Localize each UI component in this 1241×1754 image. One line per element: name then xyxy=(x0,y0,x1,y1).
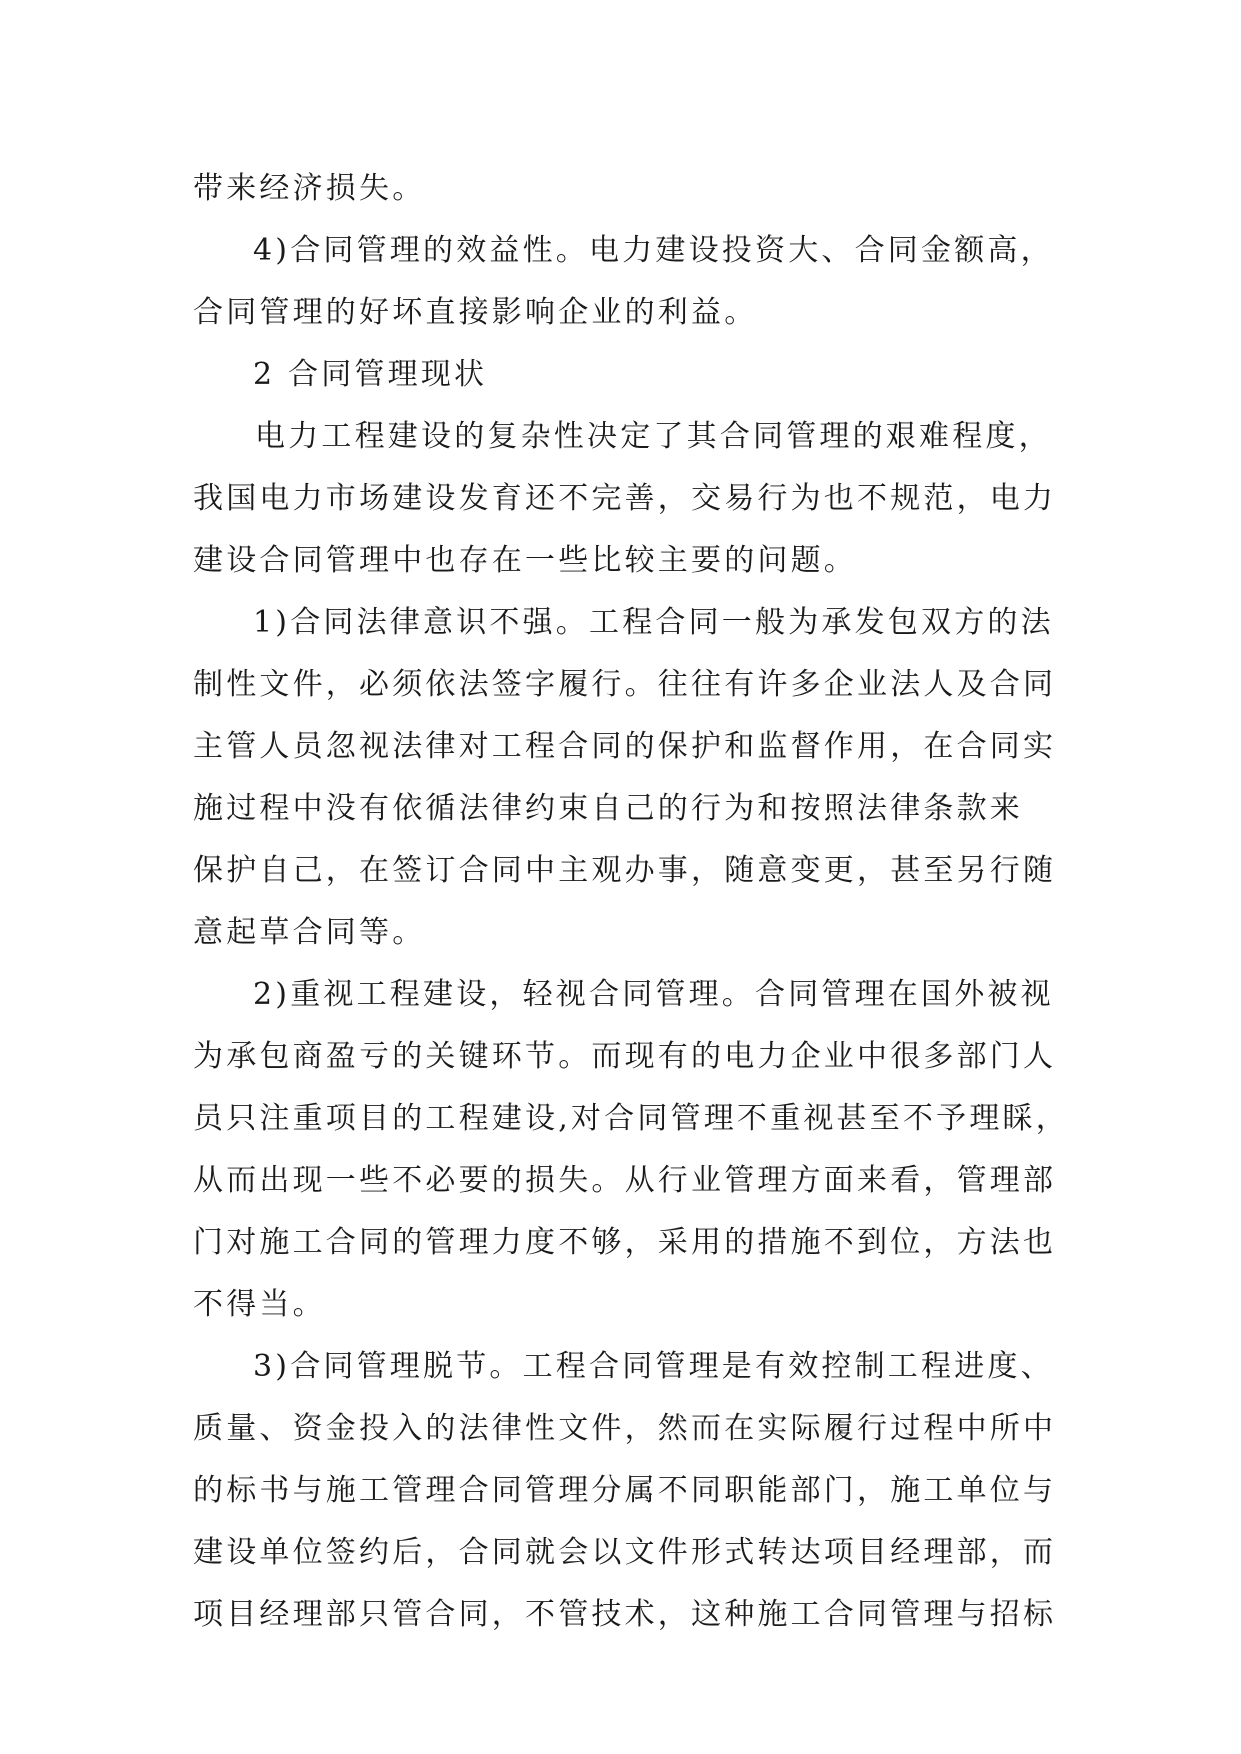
text-line: 带来经济损失。 xyxy=(193,171,426,206)
paragraph-item-2: 2)重视工程建设，轻视合同管理。合同管理在国外被视 xyxy=(253,977,1054,1012)
text-line: 不得当。 xyxy=(193,1287,326,1322)
document-body xyxy=(193,158,1069,1646)
paragraph-item-4: 4)合同管理的效益性。电力建设投资大、合同金额高， xyxy=(253,233,1054,268)
paragraph-intro: 电力工程建设的复杂性决定了其合同管理的艰难程度， xyxy=(255,419,1052,454)
text-line: 为承包商盈亏的关键环节。而现有的电力企业中很多部门人 xyxy=(193,1039,1057,1074)
text-line: 制性文件，必须依法签字履行。往往有许多企业法人及合同 xyxy=(193,667,1057,702)
paragraph-item-1: 1)合同法律意识不强。工程合同一般为承发包双方的法 xyxy=(253,605,1054,640)
paragraph-item-3: 3)合同管理脱节。工程合同管理是有效控制工程进度、 xyxy=(253,1349,1054,1384)
text-line: 建设单位签约后，合同就会以文件形式转达项目经理部，而 xyxy=(193,1535,1057,1570)
text-line: 项目经理部只管合同，不管技术，这种施工合同管理与招标 xyxy=(193,1597,1057,1632)
text-line: 合同管理的好坏直接影响企业的利益。 xyxy=(193,295,758,330)
text-line: 员只注重项目的工程建设,对合同管理不重视甚至不予理睬， xyxy=(193,1101,1069,1136)
text-line: 的标书与施工管理合同管理分属不同职能部门，施工单位与 xyxy=(193,1473,1057,1508)
text-line: 质量、资金投入的法律性文件，然而在实际履行过程中所中 xyxy=(193,1411,1057,1446)
text-line: 从而出现一些不必要的损失。从行业管理方面来看，管理部 xyxy=(193,1163,1057,1198)
text-line: 施过程中没有依循法律约束自己的行为和按照法律条款来 xyxy=(193,791,1023,826)
text-line: 意起草合同等。 xyxy=(193,915,426,950)
text-line: 建设合同管理中也存在一些比较主要的问题。 xyxy=(193,543,857,578)
text-line: 门对施工合同的管理力度不够，采用的措施不到位，方法也 xyxy=(193,1225,1057,1260)
text-line: 我国电力市场建设发育还不完善，交易行为也不规范，电力 xyxy=(193,481,1057,516)
section-heading: 2 合同管理现状 xyxy=(253,357,488,392)
text-line: 主管人员忽视法律对工程合同的保护和监督作用，在合同实 xyxy=(193,729,1057,764)
text-line: 保护自己，在签订合同中主观办事，随意变更，甚至另行随 xyxy=(193,853,1057,888)
